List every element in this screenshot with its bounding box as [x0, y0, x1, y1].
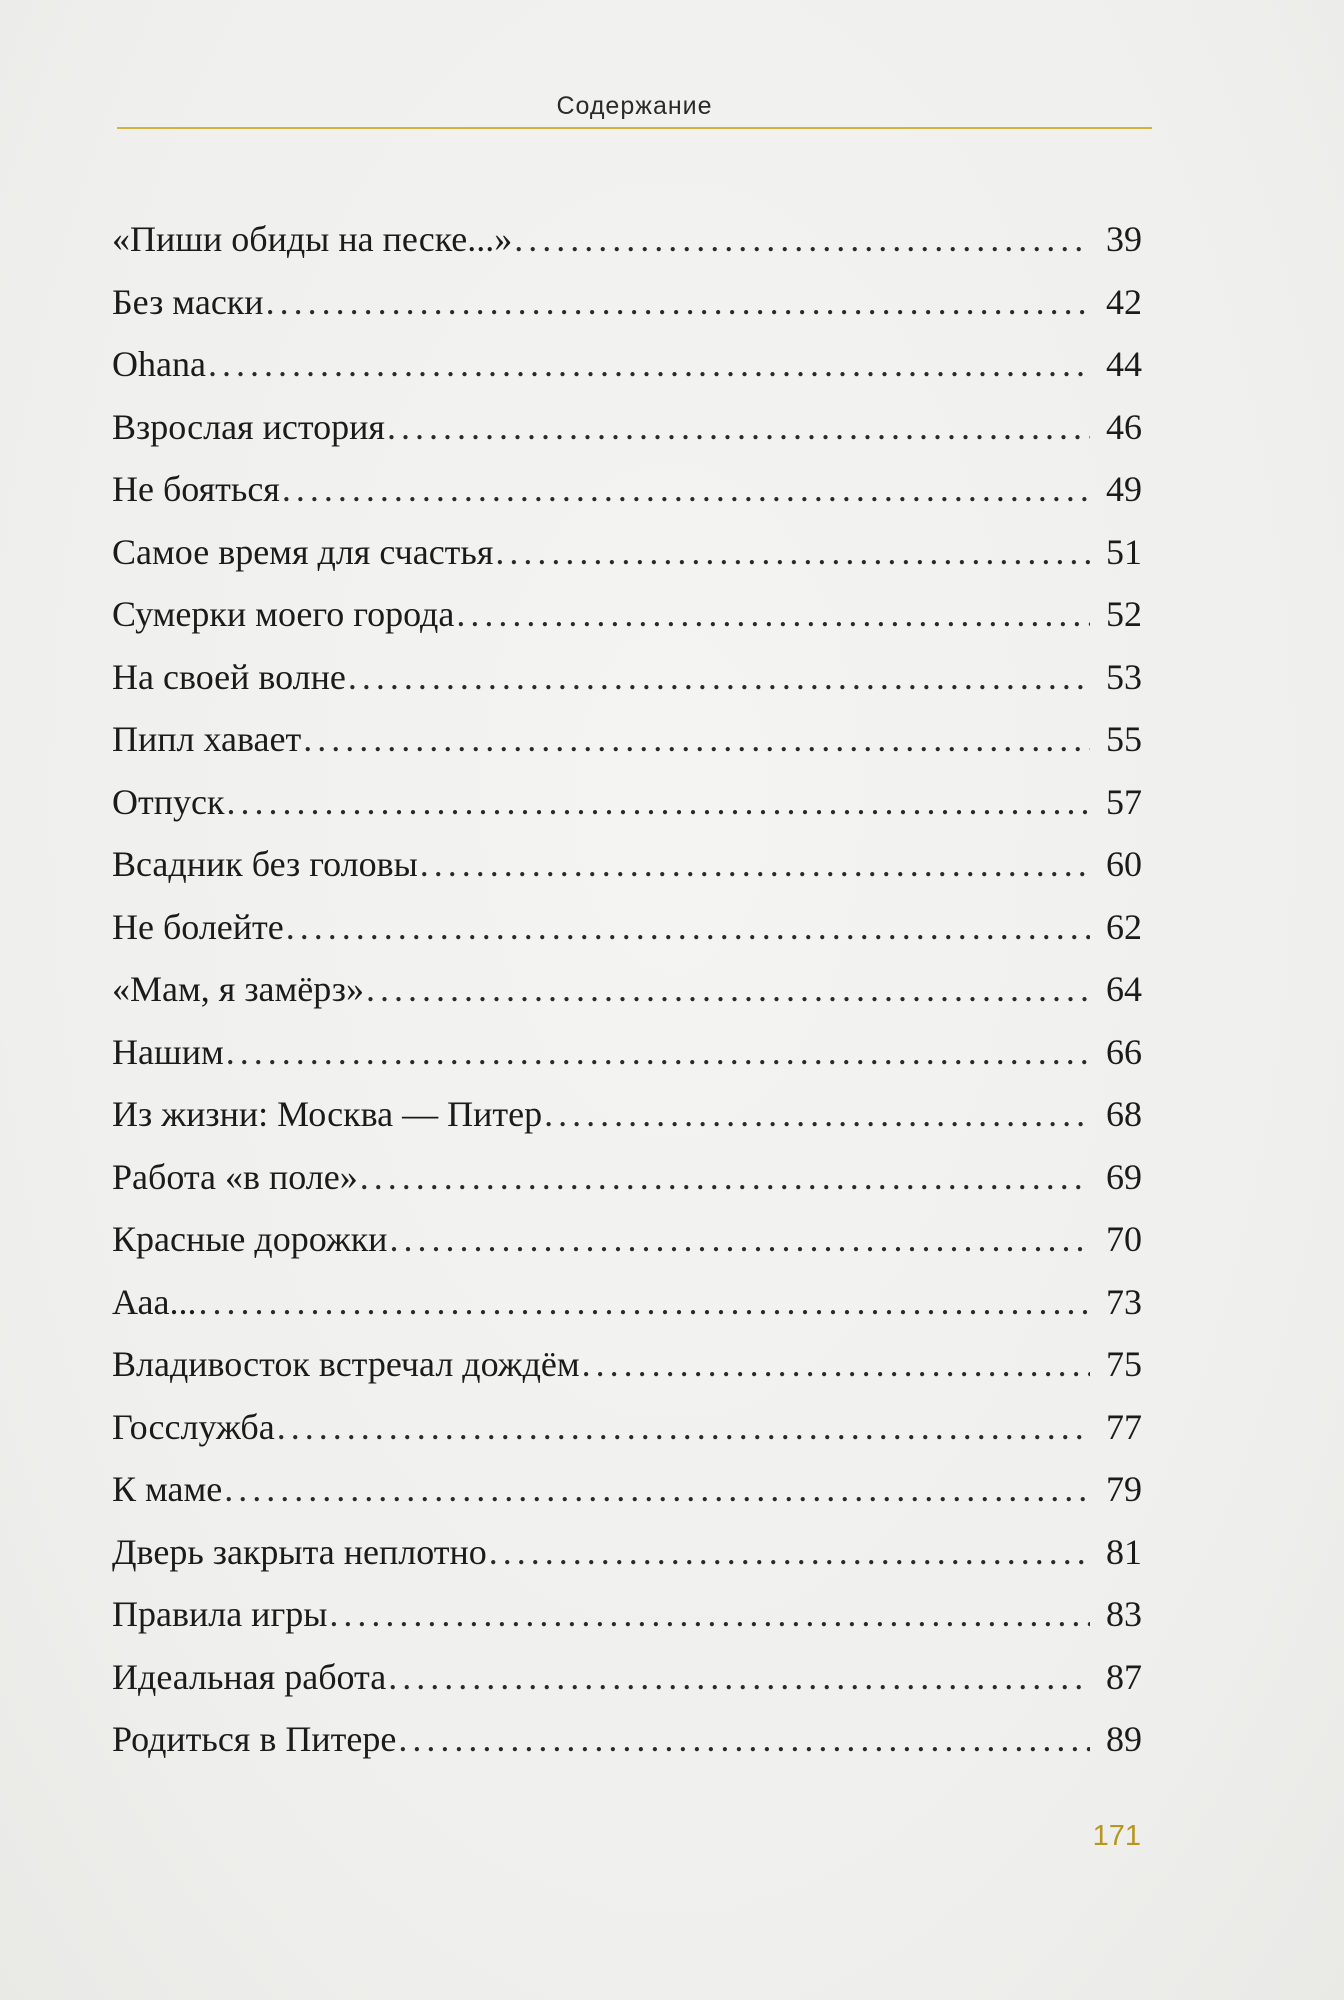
- toc-entry-title: Ааа...: [112, 1281, 197, 1322]
- toc-entry: [112, 208, 1142, 271]
- toc-entry-title: Работа «в поле»: [112, 1156, 358, 1197]
- toc-entry-page: 79: [1106, 1469, 1142, 1509]
- toc-entry-page: 39: [1106, 219, 1142, 259]
- toc-entry-title: Из жизни: Москва — Питер: [112, 1094, 543, 1134]
- toc-entry-page: 49: [1106, 469, 1142, 509]
- toc-entry: [112, 583, 1142, 646]
- toc-entry-page: 53: [1106, 656, 1142, 697]
- toc-entry-page: 66: [1106, 1031, 1142, 1072]
- toc-entry-title: Родиться в Питере: [112, 1719, 397, 1759]
- toc-entry: [112, 1146, 1142, 1209]
- toc-dot-leader: [387, 396, 1090, 459]
- toc-dot-leader: [277, 1396, 1090, 1459]
- toc-dot-leader: [366, 958, 1090, 1021]
- toc-dot-leader: [388, 1646, 1090, 1709]
- toc-entry-title: Всадник без головы: [112, 844, 418, 884]
- toc-entry: [112, 646, 1142, 709]
- toc-entry-title: Не болейте: [112, 906, 284, 947]
- toc-dot-leader: [398, 1708, 1090, 1771]
- page-number: 171: [1092, 1820, 1141, 1852]
- toc-entry-title: Пипл хавает: [112, 719, 302, 759]
- toc-entry-page: 55: [1106, 719, 1142, 759]
- toc-entry: [112, 333, 1142, 396]
- header-title: Содержание: [556, 92, 713, 120]
- toc-entry-page: 83: [1106, 1594, 1142, 1634]
- toc-dot-leader: [348, 646, 1090, 709]
- toc-dot-leader: [582, 1333, 1090, 1396]
- toc-entry: [112, 1646, 1142, 1709]
- toc-entry: [112, 521, 1142, 584]
- toc-entry-title: К маме: [112, 1469, 223, 1509]
- toc-dot-leader: [303, 708, 1090, 771]
- toc-dot-leader: [389, 1208, 1090, 1271]
- toc-entry: [112, 458, 1142, 521]
- toc-entry: [112, 1521, 1142, 1584]
- toc-entry-page: 77: [1106, 1406, 1142, 1447]
- toc-dot-leader: [360, 1146, 1090, 1209]
- toc-dot-leader: [282, 458, 1090, 521]
- toc-entry-page: 44: [1106, 344, 1142, 384]
- toc-entry-page: 57: [1106, 781, 1142, 822]
- toc-entry: [112, 708, 1142, 771]
- toc-entry: [112, 1083, 1142, 1146]
- toc-entry: [112, 1396, 1142, 1459]
- toc-entry-title: Нашим: [112, 1031, 224, 1072]
- table-of-contents: [112, 208, 1142, 1771]
- toc-entry-title: Не бояться: [112, 469, 280, 509]
- toc-dot-leader: [226, 1021, 1090, 1084]
- toc-dot-leader: [198, 1271, 1090, 1334]
- toc-entry-page: 64: [1106, 969, 1142, 1009]
- toc-dot-leader: [329, 1583, 1090, 1646]
- toc-entry-title: Без маски: [112, 281, 264, 322]
- toc-entry-page: 73: [1106, 1281, 1142, 1322]
- toc-entry-page: 81: [1106, 1531, 1142, 1572]
- toc-entry-page: 60: [1106, 844, 1142, 884]
- toc-dot-leader: [226, 771, 1090, 834]
- toc-entry: [112, 1208, 1142, 1271]
- toc-entry-page: 62: [1106, 906, 1142, 947]
- toc-entry: [112, 1021, 1142, 1084]
- toc-entry: [112, 396, 1142, 459]
- toc-dot-leader: [456, 583, 1090, 646]
- toc-entry-title: «Пиши обиды на песке...»: [112, 219, 513, 259]
- header-rule: [117, 127, 1152, 129]
- toc-entry-title: Дверь закрыта неплотно: [112, 1531, 487, 1572]
- toc-dot-leader: [514, 208, 1090, 271]
- toc-entry-title: Сумерки моего города: [112, 594, 455, 634]
- toc-entry: [112, 771, 1142, 834]
- toc-dot-leader: [208, 333, 1090, 396]
- toc-entry-page: 75: [1106, 1344, 1142, 1384]
- toc-entry-title: Отпуск: [112, 781, 225, 822]
- toc-entry: [112, 1708, 1142, 1771]
- toc-entry-title: Самое время для счастья: [112, 531, 494, 572]
- toc-entry: [112, 833, 1142, 896]
- toc-entry: [112, 271, 1142, 334]
- toc-entry-title: Ohana: [112, 344, 206, 384]
- toc-entry-title: Красные дорожки: [112, 1219, 388, 1259]
- toc-entry-page: 70: [1106, 1219, 1142, 1259]
- toc-entry: [112, 1458, 1142, 1521]
- toc-dot-leader: [266, 271, 1090, 334]
- toc-entry-page: 87: [1106, 1656, 1142, 1697]
- toc-dot-leader: [286, 896, 1090, 959]
- toc-dot-leader: [224, 1458, 1090, 1521]
- toc-entry-title: «Мам, я замёрз»: [112, 969, 364, 1009]
- toc-entry-title: На своей волне: [112, 656, 346, 697]
- toc-entry: [112, 896, 1142, 959]
- toc-entry-title: Правила игры: [112, 1594, 328, 1634]
- toc-entry: [112, 1583, 1142, 1646]
- toc-dot-leader: [420, 833, 1090, 896]
- toc-entry-title: Госслужба: [112, 1406, 275, 1447]
- toc-entry-title: Взрослая история: [112, 406, 385, 447]
- toc-dot-leader: [544, 1083, 1090, 1146]
- toc-entry-title: Идеальная работа: [112, 1656, 387, 1697]
- toc-dot-leader: [495, 521, 1090, 584]
- toc-entry: [112, 1271, 1142, 1334]
- toc-entry-page: 89: [1106, 1719, 1142, 1759]
- toc-entry: [112, 958, 1142, 1021]
- toc-entry-page: 42: [1106, 281, 1142, 322]
- toc-entry-page: 69: [1106, 1156, 1142, 1197]
- toc-dot-leader: [489, 1521, 1090, 1584]
- toc-entry-title: Владивосток встречал дождём: [112, 1344, 580, 1384]
- toc-entry-page: 68: [1106, 1094, 1142, 1134]
- toc-entry-page: 46: [1106, 406, 1142, 447]
- toc-entry-page: 52: [1106, 594, 1142, 634]
- toc-entry: [112, 1333, 1142, 1396]
- running-header: [117, 92, 1152, 129]
- toc-entry-page: 51: [1106, 531, 1142, 572]
